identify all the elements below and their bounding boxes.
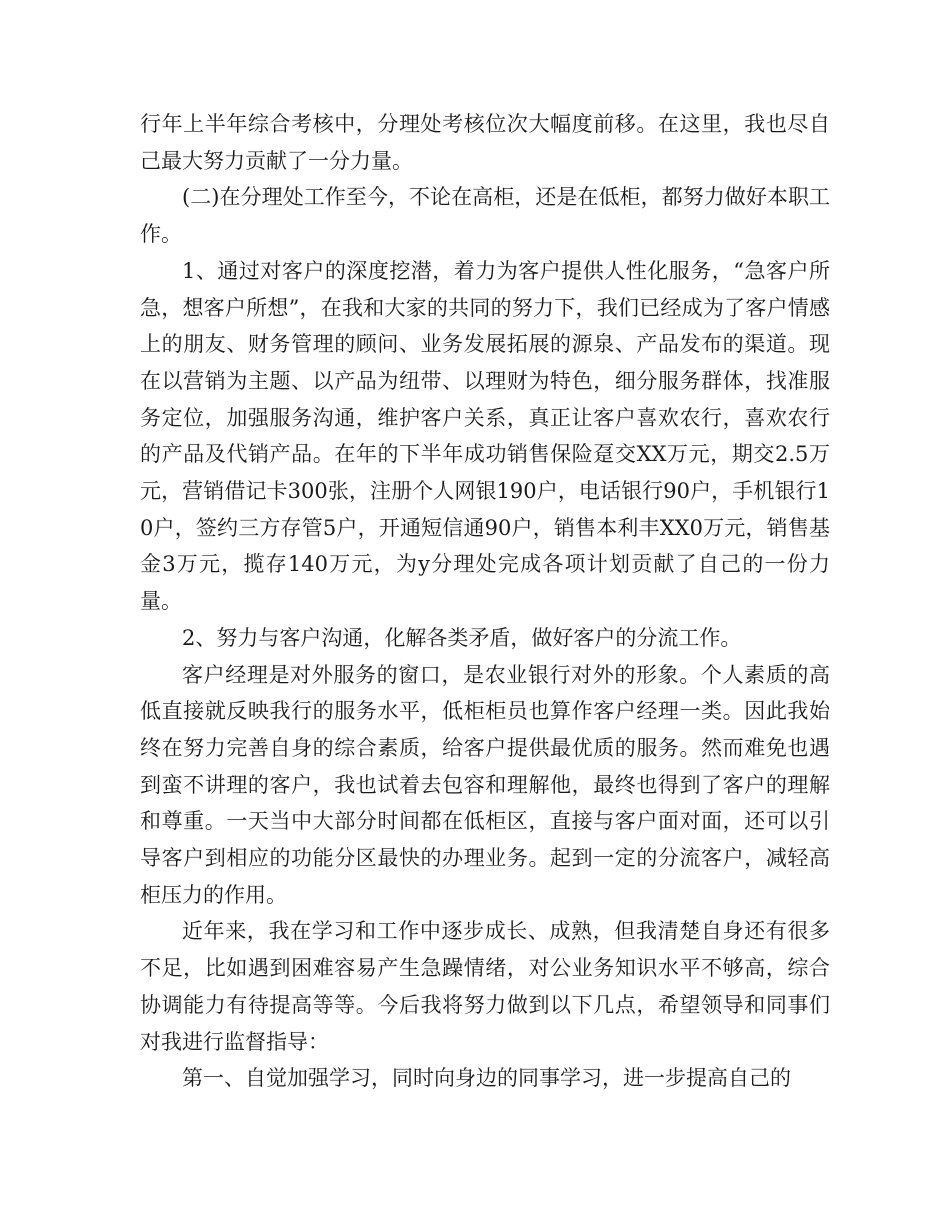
- document-page: [140, 106, 830, 1097]
- paragraph-1: 行年上半年综合考核中，分理处考核位次大幅度前移。在这里，我也尽自己最大努力贡献了一分力量。: [140, 112, 830, 173]
- paragraph-2: (二)在分理处工作至今，不论在高柜，还是在低柜，都努力做好本职工作。: [140, 185, 830, 247]
- paragraph-7: 第一、自觉加强学习，同时向身边的同事学习，进一步提高自己的: [182, 1066, 791, 1091]
- paragraph-3: 1、通过对客户的深度挖潜，着力为客户提供人性化服务，“急客户所急，想客户所想”，在我和大家的共同的努力下，我们已经成为了客户情感上的朋友、财务管理的顾问、业务发展拓展的源泉、产品发布的渠道。现在以营销为主题、以产品为纽带、以理财为特色，细分服务群体，找准服务定位，加强服务沟通，维护客户关系，真正让客户喜欢农行，喜欢农行的产品及代销产品。在年的下半年成功销售保险趸交XX万元，期交2.5万元，营销借记卡300张，注册个人网银190户，电话银行90户，手机银行10户，签约三方存管5户，开通短信通90户，销售本利丰XX0万元，销售基金3万元，揽存140万元，为y分理处完成各项计划贡献了自己的一份力量。: [140, 258, 830, 614]
- paragraph-5: 客户经理是对外服务的窗口，是农业银行对外的形象。个人素质的高低直接就反映我行的服务水平，低柜柜员也算作客户经理一类。因此我始终在努力完善自身的综合素质，给客户提供最优质的服务。然而难免也遇到蛮不讲理的客户，我也试着去包容和理解他，最终也得到了客户的理解和尊重。一天当中大部分时间都在低柜区，直接与客户面对面，还可以引导客户到相应的功能分区最快的办理业务。起到一定的分流客户，减轻高柜压力的作用。: [140, 662, 830, 907]
- paragraph-4: 2、努力与客户沟通，化解各类矛盾，做好客户的分流工作。: [182, 625, 742, 650]
- paragraph-6: 近年来，我在学习和工作中逐步成长、成熟，但我清楚自身还有很多不足，比如遇到困难容易产生急躁情绪，对公业务知识水平不够高，综合协调能力有待提高等等。今后我将努力做到以下几点，希望领导和同事们对我进行监督指导：: [140, 919, 830, 1054]
